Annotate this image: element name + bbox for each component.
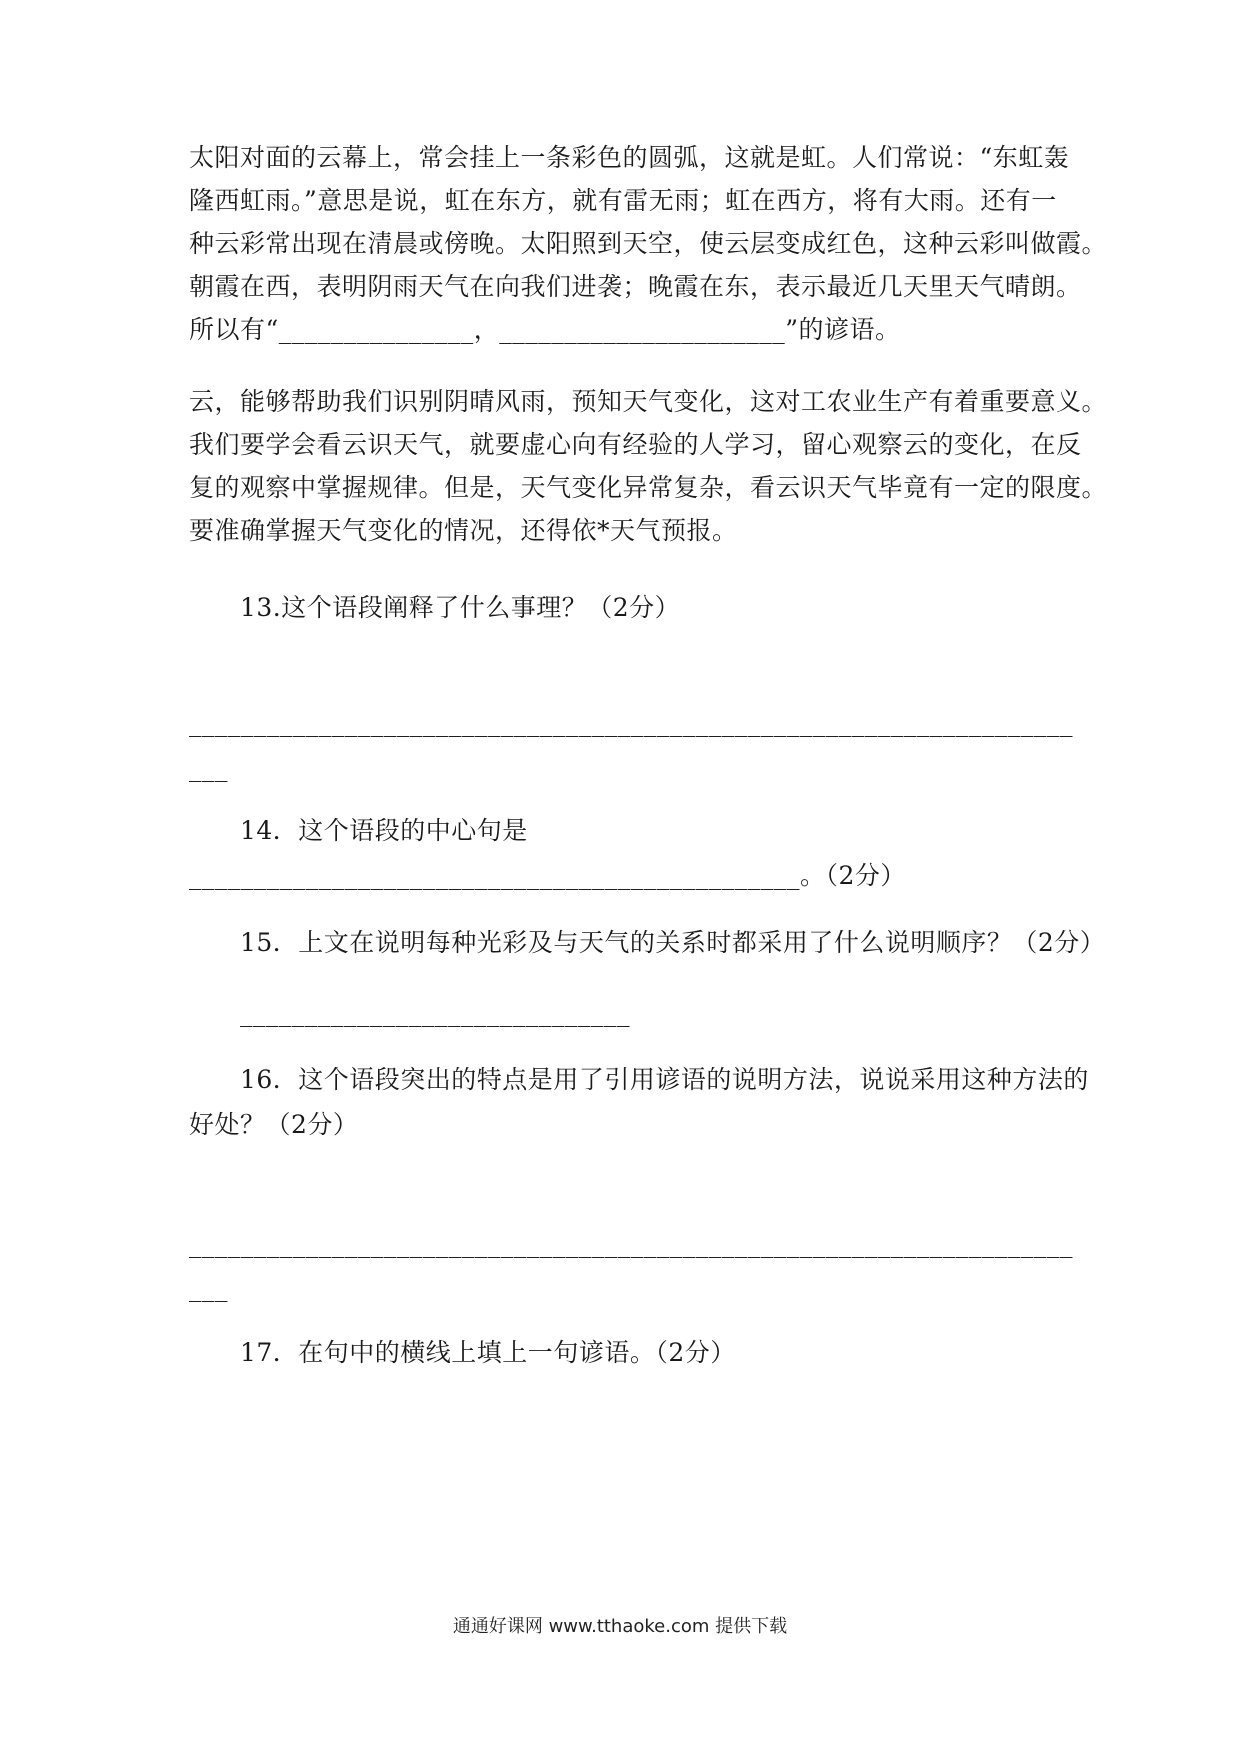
answer-line-13: ____________________________________________________________________ [189,708,1073,737]
question-17: 17．在句中的横线上填上一句谚语。（2分） [240,1338,736,1367]
passage-line: 我们要学会看云识天气，就要虚心向有经验的人学习，留心观察云的变化，在反 [189,430,1082,459]
question-13: 13.这个语段阐释了什么事理？（2分） [240,593,681,622]
answer-line-13-cont: ___ [189,753,228,782]
question-14: 14．这个语段的中心句是 [240,816,528,845]
answer-line-14: _______________________________________________。（2分） [189,861,906,890]
passage-line: 太阳对面的云幕上，常会挂上一条彩色的圆弧，这就是虹。人们常说：“东虹轰 [189,143,1070,172]
passage-line: 云，能够帮助我们识别阴晴风雨，预知天气变化，这对工农业生产有着重要意义。 [189,387,1108,416]
answer-line-16-cont: ___ [189,1273,228,1302]
passage-line: 复的观察中掌握规律。但是，天气变化异常复杂，看云识天气毕竟有一定的限度。 [189,473,1108,502]
question-16-cont: 好处？（2分） [189,1110,359,1139]
page-footer: 通通好课网 www.tthaoke.com 提供下载 [452,1616,788,1637]
question-15: 15．上文在说明每种光彩及与天气的关系时都采用了什么说明顺序？（2分） [240,928,1106,957]
passage-line: 所以有“_______________，______________________”的谚语。 [189,315,901,344]
passage-line: 朝霞在西，表明阴雨天气在向我们进袭；晚霞在东，表示最近几天里天气晴朗。 [189,272,1082,301]
passage-line: 种云彩常出现在清晨或傍晚。太阳照到天空，使云层变成红色，这种云彩叫做霞。 [189,229,1108,258]
answer-line-16: ____________________________________________________________________ [189,1229,1073,1258]
question-16: 16．这个语段突出的特点是用了引用谚语的说明方法，说说采用这种方法的 [240,1065,1089,1094]
passage-line: 隆西虹雨。”意思是说，虹在东方，就有雷无雨；虹在西方，将有大雨。还有一 [189,186,1057,215]
answer-line-15: ______________________________ [240,998,630,1027]
passage-line: 要准确掌握天气变化的情况，还得依*天气预报。 [189,516,738,545]
